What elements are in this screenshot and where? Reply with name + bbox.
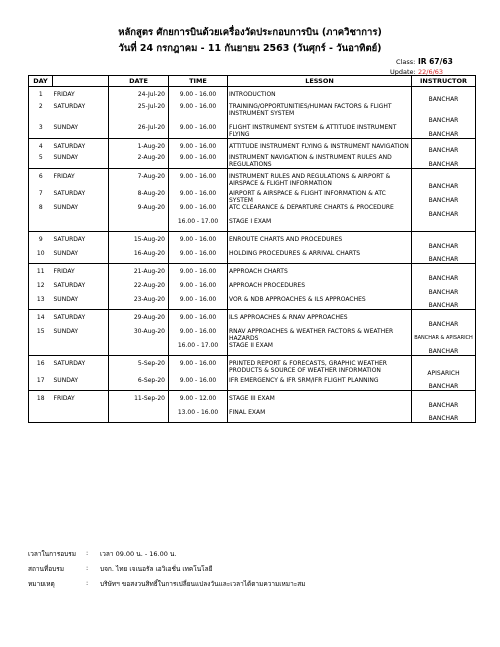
cell-time: 13.00 - 16.00	[169, 409, 228, 423]
cell-day-number: 2	[29, 103, 53, 124]
cell-instructor	[412, 218, 476, 232]
cell-date: 2-Aug-20	[109, 154, 169, 169]
cell-time: 9.00 - 16.00	[169, 190, 228, 204]
column-header-instructor: INSTRUCTOR	[412, 76, 476, 87]
cell-day-number: 10	[29, 250, 53, 264]
cell-lesson: ATTITUDE INSTRUMENT FLYING & INSTRUMENT NAVIGATION	[228, 138, 412, 154]
cell-weekday: SATURDAY	[53, 138, 109, 154]
cell-day-number: 13	[29, 296, 53, 310]
cell-time: 16.00 - 17.00	[169, 218, 228, 232]
cell-date: 16-Aug-20	[109, 250, 169, 264]
cell-instructor: BANCHAR	[412, 138, 476, 154]
cell-date: 9-Aug-20	[109, 204, 169, 218]
cell-time: 9.00 - 16.00	[169, 356, 228, 377]
cell-instructor: BANCHAR	[412, 282, 476, 296]
cell-lesson: STAGE I EXAM	[228, 218, 412, 232]
table-row	[29, 377, 476, 391]
cell-instructor: BANCHAR	[412, 377, 476, 391]
cell-weekday: SUNDAY	[53, 377, 109, 391]
cell-weekday: SUNDAY	[53, 204, 109, 218]
cell-weekday	[53, 342, 109, 356]
table-row	[29, 328, 476, 342]
table-row	[29, 296, 476, 310]
cell-date: 15-Aug-20	[109, 232, 169, 250]
table-row	[29, 356, 476, 377]
cell-weekday: SUNDAY	[53, 328, 109, 342]
column-header-day: DAY	[29, 76, 53, 87]
cell-date: 26-Jul-20	[109, 124, 169, 139]
table-row	[29, 169, 476, 190]
cell-weekday: SUNDAY	[53, 124, 109, 139]
cell-instructor: BANCHAR	[412, 296, 476, 310]
cell-time: 9.00 - 16.00	[169, 87, 228, 103]
page-subtitle: วันที่ 24 กรกฎาคม - 11 กันยายน 2563 (วันศุกร์ - วันอาทิตย์)	[118, 43, 382, 54]
cell-time: 9.00 - 16.00	[169, 296, 228, 310]
table-row	[29, 204, 476, 218]
cell-weekday: SATURDAY	[53, 190, 109, 204]
cell-date: 22-Aug-20	[109, 282, 169, 296]
table-row	[29, 409, 476, 423]
cell-lesson: VOR & NDB APPROACHES & ILS APPROACHES	[228, 296, 412, 310]
table-row	[29, 250, 476, 264]
cell-date	[109, 342, 169, 356]
cell-instructor: BANCHAR	[412, 103, 476, 124]
cell-time: 16.00 - 17.00	[169, 342, 228, 356]
cell-lesson: PRINTED REPORT & FORECASTS, GRAPHIC WEATHER PRODUCTS & SOURCE OF WEATHER INFORMATION	[228, 356, 412, 377]
cell-weekday: FRIDAY	[53, 169, 109, 190]
cell-lesson: FLIGHT INSTRUMENT SYSTEM & ATTITUDE INSTRUMENT FLYING	[228, 124, 412, 139]
cell-instructor: BANCHAR	[412, 310, 476, 328]
cell-day-number: 8	[29, 204, 53, 218]
class-label: Class:	[396, 58, 416, 66]
cell-day-number: 3	[29, 124, 53, 139]
cell-time: 9.00 - 16.00	[169, 232, 228, 250]
cell-day-number	[29, 218, 53, 232]
cell-weekday	[53, 218, 109, 232]
cell-weekday: FRIDAY	[53, 87, 109, 103]
cell-lesson: ENROUTE CHARTS AND PROCEDURES	[228, 232, 412, 250]
cell-time: 9.00 - 16.00	[169, 138, 228, 154]
cell-day-number	[29, 409, 53, 423]
table-row	[29, 103, 476, 124]
cell-time: 9.00 - 16.00	[169, 310, 228, 328]
table-row	[29, 264, 476, 282]
cell-instructor: BANCHAR	[412, 409, 476, 423]
cell-instructor: BANCHAR & APISARICH	[412, 328, 476, 342]
cell-lesson: IFR EMERGENCY & IFR SRM/IFR FLIGHT PLANNING	[228, 377, 412, 391]
cell-lesson: HOLDING PROCEDURES & ARRIVAL CHARTS	[228, 250, 412, 264]
cell-instructor: BANCHAR	[412, 154, 476, 169]
cell-date: 5-Sep-20	[109, 356, 169, 377]
cell-instructor: BANCHAR	[412, 87, 476, 103]
table-row	[29, 218, 476, 232]
cell-weekday: FRIDAY	[53, 391, 109, 409]
cell-weekday: SATURDAY	[53, 232, 109, 250]
class-value: IR 67/63	[418, 57, 453, 66]
cell-day-number	[29, 342, 53, 356]
table-row	[29, 232, 476, 250]
cell-date: 21-Aug-20	[109, 264, 169, 282]
cell-instructor: BANCHAR	[412, 190, 476, 204]
cell-lesson: STAGE II EXAM	[228, 342, 412, 356]
cell-date: 1-Aug-20	[109, 138, 169, 154]
cell-day-number: 15	[29, 328, 53, 342]
cell-instructor: APISARICH	[412, 356, 476, 377]
cell-day-number: 18	[29, 391, 53, 409]
cell-time: 9.00 - 16.00	[169, 282, 228, 296]
cell-time: 9.00 - 16.00	[169, 103, 228, 124]
cell-day-number: 1	[29, 87, 53, 103]
cell-day-number: 4	[29, 138, 53, 154]
cell-instructor: BANCHAR	[412, 124, 476, 139]
table-row	[29, 124, 476, 139]
table-row	[29, 154, 476, 169]
cell-date: 29-Aug-20	[109, 310, 169, 328]
cell-date: 8-Aug-20	[109, 190, 169, 204]
cell-date: 30-Aug-20	[109, 328, 169, 342]
table-row	[29, 391, 476, 409]
cell-day-number: 5	[29, 154, 53, 169]
cell-instructor: BANCHAR	[412, 232, 476, 250]
cell-weekday: SUNDAY	[53, 154, 109, 169]
table-header-row	[29, 76, 476, 87]
cell-instructor: BANCHAR	[412, 264, 476, 282]
cell-day-number: 14	[29, 310, 53, 328]
cell-date	[109, 409, 169, 423]
cell-time: 9.00 - 16.00	[169, 204, 228, 218]
cell-day-number: 17	[29, 377, 53, 391]
cell-weekday: SATURDAY	[53, 282, 109, 296]
update-value: 22/6/63	[418, 68, 444, 76]
cell-day-number: 7	[29, 190, 53, 204]
cell-time: 9.00 - 16.00	[169, 264, 228, 282]
schedule-body	[29, 87, 476, 423]
table-row	[29, 138, 476, 154]
table-row	[29, 310, 476, 328]
cell-lesson: ILS APPROACHES & RNAV APPROACHES	[228, 310, 412, 328]
table-row	[29, 342, 476, 356]
cell-date: 25-Jul-20	[109, 103, 169, 124]
table-row	[29, 87, 476, 103]
cell-time: 9.00 - 16.00	[169, 328, 228, 342]
column-header-lesson: LESSON	[228, 76, 412, 87]
schedule-table	[28, 75, 476, 423]
cell-date: 6-Sep-20	[109, 377, 169, 391]
cell-weekday: SATURDAY	[53, 356, 109, 377]
cell-day-number: 11	[29, 264, 53, 282]
cell-instructor: BANCHAR	[412, 342, 476, 356]
cell-time: 9.00 - 12.00	[169, 391, 228, 409]
cell-instructor: BANCHAR	[412, 169, 476, 190]
cell-date: 11-Sep-20	[109, 391, 169, 409]
table-row	[29, 190, 476, 204]
cell-lesson: APPROACH PROCEDURES	[228, 282, 412, 296]
cell-time: 9.00 - 16.00	[169, 154, 228, 169]
cell-date: 7-Aug-20	[109, 169, 169, 190]
cell-lesson: INTRODUCTION	[228, 87, 412, 103]
cell-lesson: ATC CLEARANCE & DEPARTURE CHARTS & PROCEDURE	[228, 204, 412, 218]
cell-day-number: 12	[29, 282, 53, 296]
cell-time: 9.00 - 16.00	[169, 377, 228, 391]
cell-time: 9.00 - 16.00	[169, 169, 228, 190]
cell-lesson: INSTRUMENT NAVIGATION & INSTRUMENT RULES AND REGULATIONS	[228, 154, 412, 169]
cell-lesson: INSTRUMENT RULES AND REGULATIONS & AIRPORT & AIRSPACE & FLIGHT INFORMATION	[228, 169, 412, 190]
cell-lesson: RNAV APPROACHES & WEATHER FACTORS & WEATHER HAZARDS	[228, 328, 412, 342]
cell-time: 9.00 - 16.00	[169, 250, 228, 264]
column-header-date: DATE	[109, 76, 169, 87]
cell-weekday: FRIDAY	[53, 264, 109, 282]
cell-time: 9.00 - 16.00	[169, 124, 228, 139]
cell-weekday: SUNDAY	[53, 296, 109, 310]
cell-day-number: 9	[29, 232, 53, 250]
update-label: Update:	[390, 68, 416, 76]
cell-date: 23-Aug-20	[109, 296, 169, 310]
column-header-time: TIME	[169, 76, 228, 87]
cell-weekday: SUNDAY	[53, 250, 109, 264]
cell-lesson: FINAL EXAM	[228, 409, 412, 423]
cell-day-number: 16	[29, 356, 53, 377]
cell-instructor: BANCHAR	[412, 250, 476, 264]
cell-lesson: AIRPORT & AIRSPACE & FLIGHT INFORMATION & ATC SYSTEM	[228, 190, 412, 204]
cell-date: 24-Jul-20	[109, 87, 169, 103]
page-title: หลักสูตร ศักยการบินด้วยเครื่องวัดประกอบการบิน (ภาควิชาการ)	[118, 27, 382, 38]
cell-lesson: TRAINING/OPPORTUNITIES/HUMAN FACTORS & FLIGHT INSTRUMENT SYSTEM	[228, 103, 412, 124]
cell-lesson: APPROACH CHARTS	[228, 264, 412, 282]
cell-lesson: STAGE III EXAM	[228, 391, 412, 409]
cell-date	[109, 218, 169, 232]
cell-weekday	[53, 409, 109, 423]
cell-weekday: SATURDAY	[53, 310, 109, 328]
cell-day-number: 6	[29, 169, 53, 190]
table-row	[29, 282, 476, 296]
cell-instructor: BANCHAR	[412, 391, 476, 409]
cell-instructor: BANCHAR	[412, 204, 476, 218]
cell-weekday: SATURDAY	[53, 103, 109, 124]
